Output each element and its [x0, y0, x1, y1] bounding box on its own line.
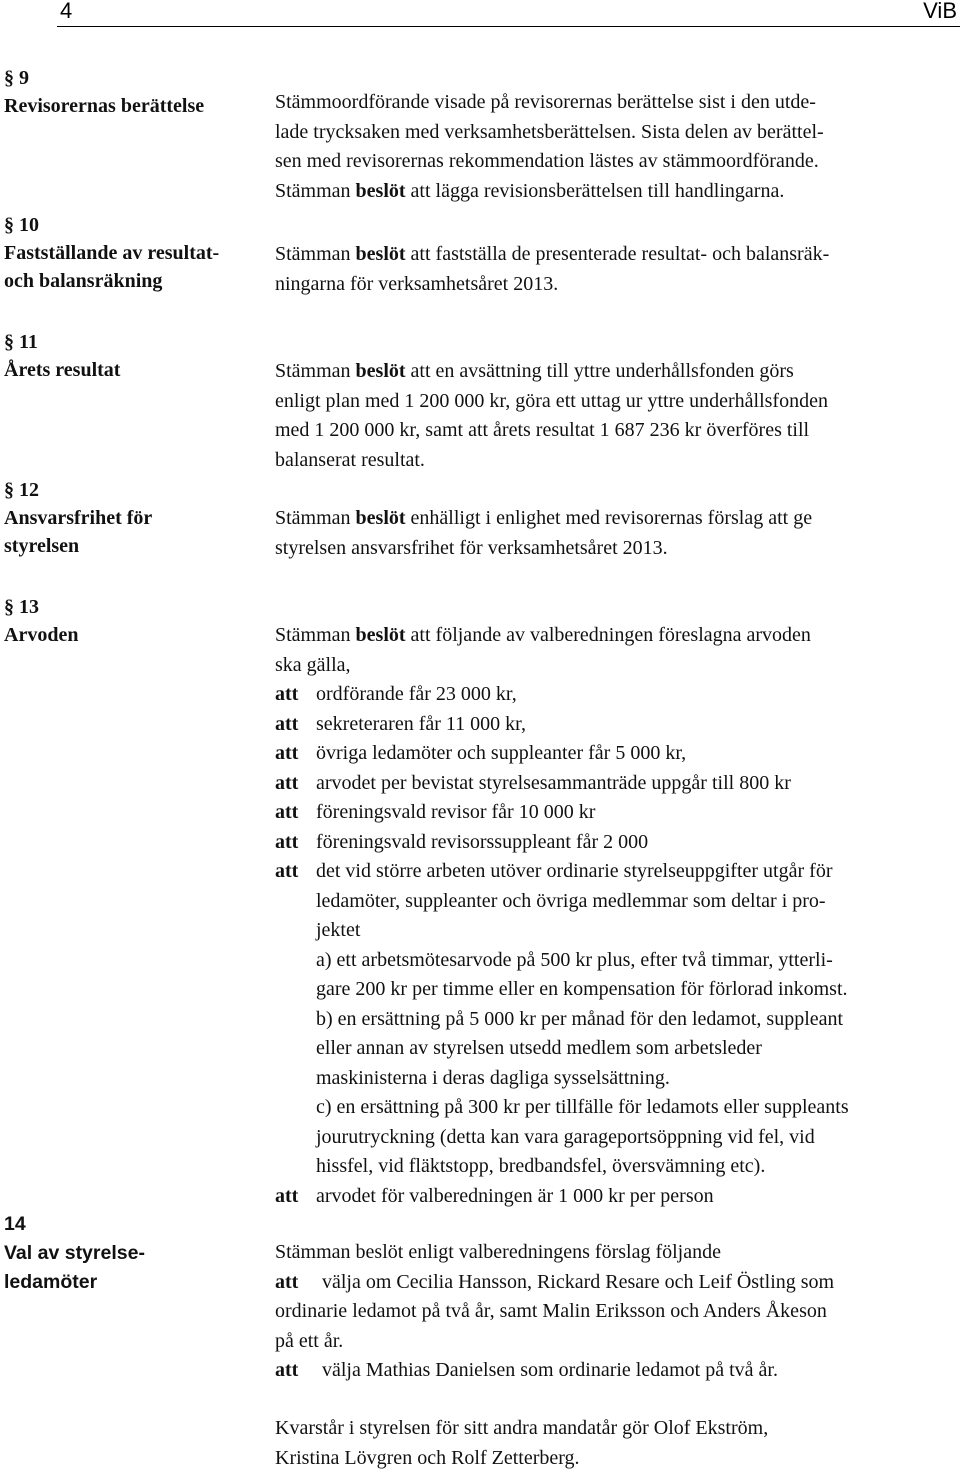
decision-line: Stämman beslöt att följande av valberedningen föreslagna arvoden — [275, 624, 811, 646]
decision-line: Stämman beslöt att lägga revisionsberättelsen till handlingarna. — [275, 179, 785, 202]
list-item-continuation: jektet — [316, 919, 361, 941]
section-title: Ansvarsfrihet för — [4, 507, 153, 529]
list-item-continuation: gare 200 kr per timme eller en kompensation för förlorad inkomst. — [316, 978, 848, 1000]
section-number: § 9 — [4, 67, 29, 89]
list-item-continuation: jourutryckning (detta kan vara garageportsöppning vid fel, vid — [316, 1125, 815, 1148]
page-number: 4 — [60, 0, 73, 23]
section-9-text — [275, 88, 955, 206]
list-item: att föreningsvald revisor får 10 000 kr — [275, 801, 596, 823]
list-item-continuation: b) en ersättning på 5 000 kr per månad för den ledamot, suppleant — [316, 1007, 844, 1030]
list-item: att arvodet för valberedningen är 1 000 kr per person — [275, 1184, 714, 1207]
list-item-continuation: maskinisterna i deras dagliga sysselsättning. — [316, 1066, 670, 1089]
page-header — [0, 0, 960, 36]
section-title: Årets resultat — [4, 359, 121, 381]
section-title: Revisorernas berättelse — [4, 95, 205, 117]
section-heading-10 — [4, 211, 266, 295]
list-item: att föreningsvald revisorssuppleant får 2 000 — [275, 830, 649, 853]
list-item-continuation: ledamöter, suppleanter och övriga medlemmar som deltar i pro- — [316, 889, 826, 912]
publication-name: ViB — [923, 0, 957, 23]
section-number: 14 — [4, 1213, 26, 1235]
section-11-text — [275, 357, 955, 475]
list-item-continuation: hissfel, vid fläktstopp, bredbandsfel, översvämning etc). — [316, 1155, 766, 1177]
section-14-text — [275, 1238, 955, 1386]
list-item: att det vid större arbeten utöver ordinarie styrelseuppgifter utgår för — [275, 860, 833, 882]
list-item: att ordförande får 23 000 kr, — [275, 683, 517, 705]
section-heading-9 — [4, 64, 266, 120]
section-title-cont: och balansräkning — [4, 270, 163, 292]
list-item-continuation: eller annan av styrelsen utsedd medlem som arbetsleder — [316, 1037, 762, 1059]
paragraph-line: Kristina Lövgren och Rolf Zetterberg. — [275, 1446, 580, 1469]
list-item: att sekreteraren får 11 000 kr, — [275, 712, 527, 735]
list-item: att välja Mathias Danielsen som ordinarie ledamot på två år. — [275, 1359, 778, 1381]
section-10-text — [275, 240, 955, 299]
list-item: att välja om Cecilia Hansson, Rickard Resare och Leif Östling som — [275, 1270, 835, 1293]
paragraph-line: lade trycksaken med verksamhetsberättelsen. Sista delen av berättel- — [275, 120, 824, 143]
section-number: § 10 — [4, 214, 39, 236]
section-title: Fastställande av resultat- — [4, 242, 220, 264]
list-item: att arvodet per bevistat styrelsesammanträde uppgår till 800 kr — [275, 771, 791, 794]
section-heading-11 — [4, 328, 266, 384]
list-item-continuation: a) ett arbetsmötesarvode på 500 kr plus, efter två timmar, ytterli- — [316, 948, 833, 971]
header-rule — [57, 26, 960, 27]
section-heading-12 — [4, 476, 266, 560]
decision-line: Stämman beslöt att fastställa de presenterade resultat- och balansräk- — [275, 243, 830, 265]
list-item: att övriga ledamöter och suppleanter får 5 000 kr, — [275, 742, 687, 764]
section-title: Val av styrelse- — [4, 1242, 145, 1264]
section-heading-14 — [4, 1210, 266, 1297]
paragraph-line: sen med revisorernas rekommendation lästes av stämmoordförande. — [275, 150, 819, 172]
paragraph-line: balanserat resultat. — [275, 448, 425, 471]
list-item-continuation: ordinarie ledamot på två år, samt Malin Eriksson och Anders Åkeson — [275, 1300, 827, 1322]
list-item-continuation: på ett år. — [275, 1329, 344, 1352]
paragraph-line: ska gälla, — [275, 653, 351, 676]
section-title-cont: styrelsen — [4, 535, 80, 557]
paragraph-line: ningarna för verksamhetsåret 2013. — [275, 272, 559, 295]
section-number: § 11 — [4, 331, 38, 353]
decision-line: Stämman beslöt enhälligt i enlighet med revisorernas förslag att ge — [275, 507, 813, 529]
section-number: § 12 — [4, 479, 39, 501]
section-14-remaining — [275, 1414, 955, 1473]
section-heading-13 — [4, 593, 266, 649]
section-title-cont: ledamöter — [4, 1271, 98, 1293]
decision-line: Stämman beslöt att en avsättning till yttre underhållsfonden görs — [275, 360, 794, 382]
paragraph-line: enligt plan med 1 200 000 kr, göra ett uttag ur yttre underhållsfonden — [275, 389, 828, 412]
paragraph-line: styrelsen ansvarsfrihet för verksamhetsåret 2013. — [275, 536, 668, 559]
section-number: § 13 — [4, 596, 39, 618]
paragraph-line: Kvarstår i styrelsen för sitt andra mandatår gör Olof Ekström, — [275, 1417, 769, 1439]
section-13-text — [275, 621, 955, 1211]
paragraph-line: Stämman beslöt enligt valberedningens förslag följande — [275, 1241, 721, 1263]
paragraph-line: Stämmoordförande visade på revisorernas berättelse sist i den utde- — [275, 91, 816, 113]
section-12-text — [275, 504, 955, 563]
list-item-continuation: c) en ersättning på 300 kr per tillfälle för ledamots eller suppleants — [316, 1096, 849, 1118]
paragraph-line: med 1 200 000 kr, samt att årets resultat 1 687 236 kr överföres till — [275, 419, 810, 441]
section-title: Arvoden — [4, 624, 79, 646]
